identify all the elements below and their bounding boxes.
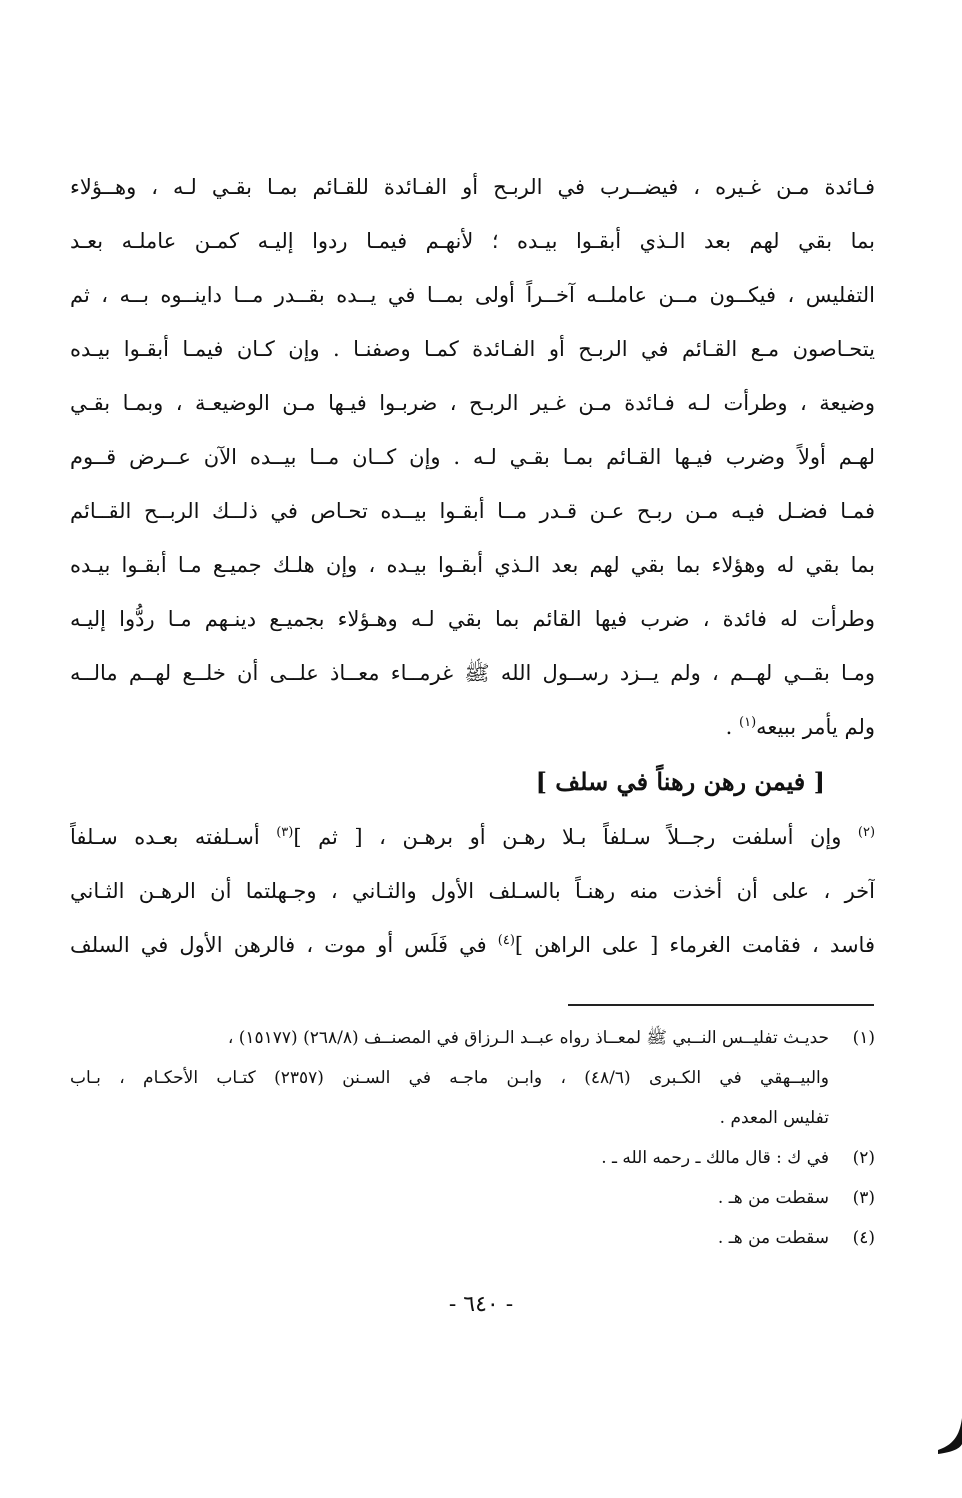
body-line-11-end: . — [725, 715, 739, 739]
section-heading: [ فيمن رهن رهناً في سلف ] — [535, 767, 825, 796]
footnote-4-number: (٤) — [852, 1228, 875, 1248]
body-line-4: يتحـاصون مـع القـائم في الربـح أو الفـائدة كمـا وصفنـا . وإن كـان فيمـا أبقـوا بيـده — [70, 337, 875, 361]
section-line-1-part2: أسـلفته بعـده سـلفاً — [70, 825, 277, 849]
footnote-1-number: (١) — [852, 1028, 875, 1048]
body-line-11 — [70, 700, 875, 754]
footnote-separator — [568, 1004, 874, 1006]
footnote-2 — [70, 1138, 875, 1178]
page-number: - ٦٤٠ - — [448, 1292, 514, 1317]
section-line-3-part1: فاسد ، فقامت الغرماء [ على الراهن ] — [514, 933, 875, 957]
body-line-3: التفليس ، فيكــون مــن عاملــه آخــراً أولى بمــا في يــده بقــدر مــا داينــوه بــه ، ثم — [70, 283, 875, 307]
section-line-1 — [70, 810, 875, 864]
section-line-3 — [70, 918, 875, 972]
body-line-8: بما بقي له وهؤلاء بما بقي لهم بعد الـذي أبقـوا بيـده ، وإن هلـك جميـع مـا أبقـوا بيـده — [70, 553, 875, 577]
section-line-1-part1: وإن أسلفت رجــلاً سـلفاً بـلا رهـن أو برهـن ، [ ثم ] — [293, 825, 858, 849]
body-line-1: فـائدة مـن غـيره ، فيضــرب في الربـح أو الفـائدة للقـائم بمـا بقـي لـه ، وهــؤلاء — [70, 175, 875, 199]
footnote-4 — [70, 1218, 875, 1258]
footnote-1-line-1: حديـث تفليــس النــبي ﷺ لمعــاذ رواه عبــد الـرزاق في المصنــف (٢٦٨/٨) (١٥١٧٧) ، — [227, 1028, 829, 1048]
section-line-3-part2: في فَلَس أو موت ، فالرهن الأول في السلف — [70, 933, 498, 957]
footnote-1 — [70, 1018, 875, 1058]
body-line-5: وضيعة ، وطرأت لـه فـائدة مـن غـير الربـح ، ضربـوا فيـها مـن الوضيعـة ، وبمـا بقـي — [70, 391, 875, 415]
footnote-1-line-2: والبيــهقي في الكـبرى (٤٨/٦) ، وابـن ماجـه في السـنن (٢٣٥٧) كتـاب الأحكـام ، بـاب — [70, 1068, 829, 1088]
footnote-4-text: سقطت من هـ . — [717, 1228, 829, 1248]
footnote-ref-2[interactable]: (٢) — [857, 825, 875, 840]
footnote-3 — [70, 1178, 875, 1218]
body-line-2: بما بقي لهم بعد الـذي أبقـوا بيـده ؛ لأنهـم فيمـا ردوا إليـه كمـن عاملـه بعـد — [70, 229, 875, 253]
main-text-block — [70, 160, 875, 972]
footnote-ref-3[interactable]: (٣) — [276, 825, 294, 840]
body-line-10: ومـا بقــي لهــم ، ولم يــزد رســول الله ﷺ غرمــاء معــاذ علــى أن خلــع لهــم مالــه — [70, 661, 875, 685]
body-line-11-text: ولم يأمر ببيعه — [756, 715, 875, 739]
footnote-2-text: في ك : قال مالك ـ رحمه الله ـ . — [601, 1148, 829, 1168]
footnote-1-line-3: تفليس المعدم . — [719, 1108, 829, 1128]
section-line-2: آخر ، على أن أخذت منه رهنـاً بالسـلف الأول والثـاني ، وجـهلتما أن الرهـن الثـاني — [70, 879, 875, 903]
footnote-ref-1[interactable]: (١) — [739, 715, 757, 730]
footnotes — [70, 1018, 875, 1258]
body-line-7: فمـا فضـل فيـه مـن ربـح عـن قـدر مــا أبقـوا بيــده تحـاص في ذلــك الربــح القــائم — [70, 499, 875, 523]
footnote-3-number: (٣) — [852, 1188, 875, 1208]
body-line-9: وطرأت له فائدة ، ضرب فيها القائم بما بقي لـه وهـؤلاء بجميـع دينـهم مـا ردُّوا إليـه — [70, 607, 875, 631]
footnote-2-number: (٢) — [852, 1148, 875, 1168]
footnote-ref-4[interactable]: (٤) — [497, 933, 515, 948]
body-line-6: لهـم أولاً وضرب فيـها القـائم بمـا بقـي لـه . وإن كــان مــا بيــده الآن عــرض قــوم — [70, 445, 875, 469]
footnote-3-text: سقطت من هـ . — [717, 1188, 829, 1208]
page-edge-mark — [936, 1410, 962, 1460]
